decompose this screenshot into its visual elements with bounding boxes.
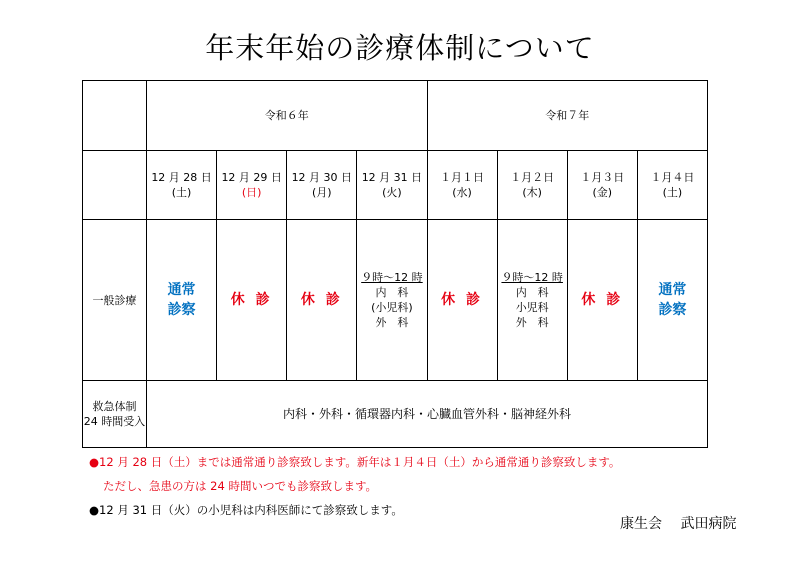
date-cell — [567, 151, 637, 220]
emergency-label — [83, 381, 147, 448]
era-header: 令和７年 — [427, 81, 708, 151]
date-text: １月３日 — [580, 171, 625, 184]
department-text: 外 科 — [515, 316, 549, 329]
date-cell — [637, 151, 707, 220]
status-text: 休 診 — [300, 291, 343, 308]
date-text: １月４日 — [650, 171, 695, 184]
era-row — [83, 81, 708, 151]
date-cell — [147, 151, 217, 220]
page-title: 年末年始の診療体制について — [205, 31, 595, 65]
date-text: １月１日 — [440, 171, 485, 184]
hospital-name: 康生会 武田病院 — [620, 516, 737, 532]
status-text: 休 診 — [441, 291, 483, 308]
status-closed — [287, 220, 357, 381]
date-text: 12 月 29 日 — [221, 171, 282, 184]
status-open — [147, 220, 217, 381]
date-row — [83, 151, 708, 220]
department-text: 内 科 — [375, 286, 409, 299]
general-row — [83, 220, 708, 381]
general-label: 一般診療 — [83, 220, 147, 381]
emergency-label-line: 24 時間受入 — [83, 415, 146, 428]
schedule-table — [82, 80, 708, 448]
era-header: 令和６年 — [147, 81, 428, 151]
status-closed — [217, 220, 287, 381]
status-partial — [357, 220, 427, 381]
emergency-label-line: 救急体制 — [92, 400, 137, 413]
status-text: 休 診 — [581, 291, 624, 308]
note-line: ●12 月 28 日（土）までは通常通り診察致します。新年は１月４日（土）から通常通り診察致します。 — [89, 455, 621, 469]
weekday-text: (月) — [312, 186, 332, 199]
weekday-text: (日) — [241, 186, 262, 199]
date-cell — [427, 151, 497, 220]
corner-cell — [83, 81, 147, 151]
date-text: 12 月 31 日 — [361, 171, 423, 184]
date-text: 12 月 30 日 — [291, 171, 353, 184]
status-closed — [427, 220, 497, 381]
weekday-text: (水) — [452, 186, 472, 199]
date-cell — [497, 151, 567, 220]
note-line: ただし、急患の方は 24 時間いつでも診察致します。 — [103, 479, 378, 493]
date-cell — [217, 151, 287, 220]
department-text: 外 科 — [375, 316, 409, 329]
weekday-text: (木) — [522, 186, 542, 199]
weekday-text: (金) — [592, 186, 613, 199]
note-line: ●12 月 31 日（火）の小児科は内科医師にて診察致します。 — [89, 503, 403, 517]
date-label-cell — [83, 151, 147, 220]
status-partial — [497, 220, 567, 381]
notes — [89, 450, 620, 522]
weekday-text: (火) — [382, 186, 402, 199]
date-text: 12 月 28 日 — [151, 171, 212, 184]
department-text: 内 科 — [515, 286, 549, 299]
department-text: 小児科 — [515, 301, 549, 314]
status-text: 通常 診察 — [658, 282, 687, 318]
date-cell — [357, 151, 427, 220]
weekday-text: (土) — [171, 186, 192, 199]
hours-text: ９時～12 時 — [501, 271, 563, 284]
department-text: (小児科) — [371, 301, 413, 314]
status-text: 通常 診察 — [167, 282, 196, 318]
date-text: １月２日 — [510, 171, 555, 184]
status-open — [637, 220, 707, 381]
weekday-text: (土) — [662, 186, 683, 199]
status-closed — [567, 220, 637, 381]
emergency-departments: 内科・外科・循環器内科・心臓血管外科・脳神経外科 — [147, 381, 708, 448]
hours-text: ９時～12 時 — [361, 271, 423, 284]
emergency-row — [83, 381, 708, 448]
status-text: 休 診 — [230, 291, 273, 308]
date-cell — [287, 151, 357, 220]
